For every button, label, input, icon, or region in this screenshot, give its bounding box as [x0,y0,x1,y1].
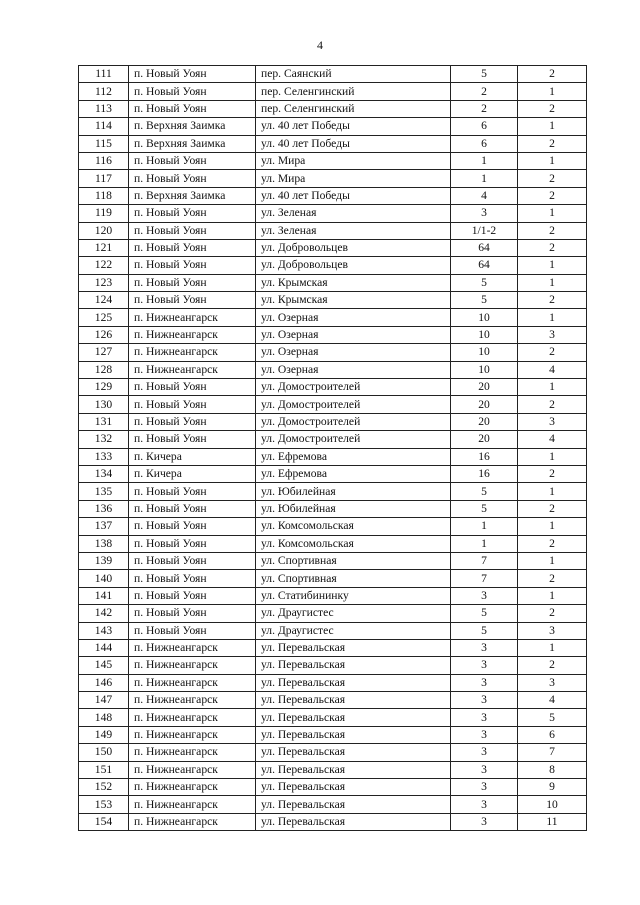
row-number-cell: 152 [79,779,129,796]
house-number-cell: 20 [451,379,518,396]
street-cell: ул. Юбилейная [256,483,451,500]
table-row [79,257,587,274]
house-number-cell: 3 [451,657,518,674]
row-number-cell: 119 [79,205,129,222]
street-cell: ул. Домостроителей [256,379,451,396]
street-cell: ул. Драугистес [256,605,451,622]
row-number-cell: 123 [79,274,129,291]
apartment-number-cell: 1 [518,118,587,135]
table-row [79,66,587,83]
row-number-cell: 150 [79,744,129,761]
house-number-cell: 20 [451,431,518,448]
table-row [79,152,587,169]
street-cell: ул. Перевальская [256,674,451,691]
table-row [79,187,587,204]
row-number-cell: 148 [79,709,129,726]
street-cell: ул. Ефремова [256,448,451,465]
settlement-cell: п. Нижнеангарск [129,709,256,726]
house-number-cell: 5 [451,292,518,309]
row-number-cell: 128 [79,361,129,378]
table-row [79,222,587,239]
house-number-cell: 2 [451,100,518,117]
house-number-cell: 1 [451,152,518,169]
table-row [79,552,587,569]
apartment-number-cell: 3 [518,674,587,691]
street-cell: ул. Перевальская [256,779,451,796]
settlement-cell: п. Верхняя Заимка [129,118,256,135]
row-number-cell: 129 [79,379,129,396]
street-cell: ул. Перевальская [256,796,451,813]
row-number-cell: 132 [79,431,129,448]
street-cell: ул. Мира [256,152,451,169]
settlement-cell: п. Новый Уоян [129,552,256,569]
house-number-cell: 16 [451,465,518,482]
settlement-cell: п. Новый Уоян [129,100,256,117]
house-number-cell: 3 [451,761,518,778]
row-number-cell: 134 [79,465,129,482]
apartment-number-cell: 2 [518,605,587,622]
table-row [79,170,587,187]
settlement-cell: п. Нижнеангарск [129,744,256,761]
street-cell: ул. Зеленая [256,222,451,239]
table-row [79,465,587,482]
settlement-cell: п. Новый Уоян [129,413,256,430]
house-number-cell: 4 [451,187,518,204]
apartment-number-cell: 3 [518,413,587,430]
street-cell: ул. 40 лет Победы [256,187,451,204]
house-number-cell: 3 [451,796,518,813]
table-row [79,518,587,535]
table-row [79,709,587,726]
apartment-number-cell: 2 [518,187,587,204]
settlement-cell: п. Новый Уоян [129,239,256,256]
house-number-cell: 3 [451,813,518,830]
house-number-cell: 1 [451,170,518,187]
apartment-number-cell: 2 [518,292,587,309]
apartment-number-cell: 3 [518,326,587,343]
apartment-number-cell: 1 [518,152,587,169]
settlement-cell: п. Новый Уоян [129,222,256,239]
apartment-number-cell: 2 [518,222,587,239]
row-number-cell: 124 [79,292,129,309]
street-cell: ул. Перевальская [256,657,451,674]
house-number-cell: 5 [451,66,518,83]
apartment-number-cell: 2 [518,344,587,361]
settlement-cell: п. Новый Уоян [129,605,256,622]
settlement-cell: п. Новый Уоян [129,431,256,448]
table-row [79,361,587,378]
apartment-number-cell: 1 [518,483,587,500]
street-cell: ул. Спортивная [256,570,451,587]
house-number-cell: 5 [451,605,518,622]
apartment-number-cell: 2 [518,535,587,552]
row-number-cell: 142 [79,605,129,622]
apartment-number-cell: 1 [518,552,587,569]
row-number-cell: 130 [79,396,129,413]
house-number-cell: 5 [451,274,518,291]
house-number-cell: 3 [451,692,518,709]
table-row [79,379,587,396]
row-number-cell: 154 [79,813,129,830]
row-number-cell: 140 [79,570,129,587]
street-cell: ул. Озерная [256,344,451,361]
settlement-cell: п. Новый Уоян [129,170,256,187]
street-cell: ул. Домостроителей [256,431,451,448]
apartment-number-cell: 8 [518,761,587,778]
row-number-cell: 146 [79,674,129,691]
address-table [78,65,587,831]
house-number-cell: 5 [451,500,518,517]
table-row [79,570,587,587]
table-row [79,100,587,117]
page-number: 4 [317,38,323,52]
row-number-cell: 131 [79,413,129,430]
house-number-cell: 1/1-2 [451,222,518,239]
street-cell: ул. Озерная [256,309,451,326]
table-row [79,587,587,604]
settlement-cell: п. Новый Уоян [129,83,256,100]
apartment-number-cell: 4 [518,431,587,448]
house-number-cell: 3 [451,587,518,604]
table-row [79,205,587,222]
apartment-number-cell: 2 [518,465,587,482]
house-number-cell: 10 [451,326,518,343]
apartment-number-cell: 2 [518,396,587,413]
table-row [79,274,587,291]
street-cell: ул. Крымская [256,292,451,309]
street-cell: ул. Озерная [256,361,451,378]
house-number-cell: 3 [451,779,518,796]
row-number-cell: 135 [79,483,129,500]
apartment-number-cell: 6 [518,726,587,743]
apartment-number-cell: 1 [518,83,587,100]
settlement-cell: п. Новый Уоян [129,535,256,552]
street-cell: ул. Комсомольская [256,535,451,552]
apartment-number-cell: 9 [518,779,587,796]
apartment-number-cell: 2 [518,66,587,83]
settlement-cell: п. Нижнеангарск [129,657,256,674]
street-cell: ул. 40 лет Победы [256,118,451,135]
row-number-cell: 112 [79,83,129,100]
row-number-cell: 125 [79,309,129,326]
street-cell: ул. Перевальская [256,744,451,761]
settlement-cell: п. Кичера [129,448,256,465]
apartment-number-cell: 1 [518,309,587,326]
street-cell: ул. Мира [256,170,451,187]
row-number-cell: 122 [79,257,129,274]
settlement-cell: п. Новый Уоян [129,66,256,83]
table-row [79,344,587,361]
settlement-cell: п. Нижнеангарск [129,761,256,778]
settlement-cell: п. Нижнеангарск [129,361,256,378]
house-number-cell: 1 [451,535,518,552]
house-number-cell: 20 [451,396,518,413]
table-row [79,622,587,639]
settlement-cell: п. Новый Уоян [129,518,256,535]
table-row [79,692,587,709]
settlement-cell: п. Новый Уоян [129,152,256,169]
house-number-cell: 3 [451,205,518,222]
street-cell: ул. Комсомольская [256,518,451,535]
settlement-cell: п. Нижнеангарск [129,639,256,656]
street-cell: ул. Перевальская [256,692,451,709]
row-number-cell: 139 [79,552,129,569]
table-row [79,118,587,135]
street-cell: ул. Перевальская [256,709,451,726]
row-number-cell: 115 [79,135,129,152]
row-number-cell: 126 [79,326,129,343]
table-row [79,796,587,813]
apartment-number-cell: 1 [518,518,587,535]
street-cell: ул. Озерная [256,326,451,343]
table-row [79,761,587,778]
house-number-cell: 16 [451,448,518,465]
house-number-cell: 1 [451,518,518,535]
house-number-cell: 3 [451,674,518,691]
table-row [79,309,587,326]
row-number-cell: 111 [79,66,129,83]
apartment-number-cell: 1 [518,205,587,222]
apartment-number-cell: 1 [518,379,587,396]
house-number-cell: 7 [451,552,518,569]
table-row [79,605,587,622]
apartment-number-cell: 2 [518,239,587,256]
apartment-number-cell: 1 [518,639,587,656]
row-number-cell: 141 [79,587,129,604]
apartment-number-cell: 4 [518,361,587,378]
table-row [79,483,587,500]
house-number-cell: 2 [451,83,518,100]
apartment-number-cell: 3 [518,622,587,639]
row-number-cell: 133 [79,448,129,465]
table-row [79,535,587,552]
street-cell: ул. Добровольцев [256,257,451,274]
table-row [79,326,587,343]
row-number-cell: 153 [79,796,129,813]
house-number-cell: 3 [451,726,518,743]
settlement-cell: п. Нижнеангарск [129,326,256,343]
street-cell: пер. Селенгинский [256,100,451,117]
settlement-cell: п. Новый Уоян [129,587,256,604]
house-number-cell: 6 [451,118,518,135]
row-number-cell: 114 [79,118,129,135]
table-row [79,292,587,309]
street-cell: ул. Статибининку [256,587,451,604]
street-cell: ул. Зеленая [256,205,451,222]
apartment-number-cell: 11 [518,813,587,830]
street-cell: ул. Перевальская [256,761,451,778]
settlement-cell: п. Нижнеангарск [129,726,256,743]
apartment-number-cell: 2 [518,570,587,587]
row-number-cell: 117 [79,170,129,187]
apartment-number-cell: 1 [518,257,587,274]
table-row [79,500,587,517]
row-number-cell: 143 [79,622,129,639]
apartment-number-cell: 2 [518,500,587,517]
settlement-cell: п. Нижнеангарск [129,344,256,361]
table-row [79,639,587,656]
row-number-cell: 116 [79,152,129,169]
street-cell: ул. Спортивная [256,552,451,569]
row-number-cell: 136 [79,500,129,517]
settlement-cell: п. Нижнеангарск [129,309,256,326]
street-cell: ул. Драугистес [256,622,451,639]
table-row [79,413,587,430]
table-row [79,726,587,743]
apartment-number-cell: 1 [518,274,587,291]
street-cell: ул. 40 лет Победы [256,135,451,152]
settlement-cell: п. Новый Уоян [129,274,256,291]
table-row [79,674,587,691]
apartment-number-cell: 7 [518,744,587,761]
apartment-number-cell: 10 [518,796,587,813]
table-row [79,779,587,796]
row-number-cell: 137 [79,518,129,535]
table-row [79,744,587,761]
settlement-cell: п. Новый Уоян [129,292,256,309]
table-body [79,66,587,831]
settlement-cell: п. Нижнеангарск [129,779,256,796]
settlement-cell: п. Новый Уоян [129,483,256,500]
settlement-cell: п. Новый Уоян [129,396,256,413]
table-row [79,657,587,674]
street-cell: ул. Ефремова [256,465,451,482]
apartment-number-cell: 2 [518,170,587,187]
street-cell: пер. Саянский [256,66,451,83]
settlement-cell: п. Кичера [129,465,256,482]
settlement-cell: п. Новый Уоян [129,205,256,222]
street-cell: ул. Добровольцев [256,239,451,256]
house-number-cell: 5 [451,483,518,500]
row-number-cell: 121 [79,239,129,256]
settlement-cell: п. Новый Уоян [129,379,256,396]
house-number-cell: 10 [451,309,518,326]
settlement-cell: п. Новый Уоян [129,622,256,639]
settlement-cell: п. Нижнеангарск [129,796,256,813]
street-cell: ул. Юбилейная [256,500,451,517]
street-cell: ул. Перевальская [256,726,451,743]
row-number-cell: 120 [79,222,129,239]
street-cell: ул. Перевальская [256,639,451,656]
row-number-cell: 151 [79,761,129,778]
house-number-cell: 7 [451,570,518,587]
apartment-number-cell: 2 [518,657,587,674]
street-cell: ул. Крымская [256,274,451,291]
house-number-cell: 3 [451,639,518,656]
street-cell: пер. Селенгинский [256,83,451,100]
row-number-cell: 118 [79,187,129,204]
row-number-cell: 113 [79,100,129,117]
street-cell: ул. Домостроителей [256,396,451,413]
house-number-cell: 10 [451,344,518,361]
table-row [79,431,587,448]
house-number-cell: 3 [451,744,518,761]
apartment-number-cell: 5 [518,709,587,726]
row-number-cell: 144 [79,639,129,656]
row-number-cell: 147 [79,692,129,709]
settlement-cell: п. Новый Уоян [129,570,256,587]
settlement-cell: п. Верхняя Заимка [129,135,256,152]
row-number-cell: 127 [79,344,129,361]
street-cell: ул. Домостроителей [256,413,451,430]
table-row [79,135,587,152]
house-number-cell: 64 [451,239,518,256]
settlement-cell: п. Нижнеангарск [129,692,256,709]
street-cell: ул. Перевальская [256,813,451,830]
table-row [79,813,587,830]
settlement-cell: п. Верхняя Заимка [129,187,256,204]
table-row [79,396,587,413]
settlement-cell: п. Новый Уоян [129,257,256,274]
apartment-number-cell: 4 [518,692,587,709]
apartment-number-cell: 1 [518,448,587,465]
house-number-cell: 10 [451,361,518,378]
row-number-cell: 149 [79,726,129,743]
settlement-cell: п. Нижнеангарск [129,674,256,691]
row-number-cell: 138 [79,535,129,552]
house-number-cell: 20 [451,413,518,430]
apartment-number-cell: 1 [518,587,587,604]
house-number-cell: 5 [451,622,518,639]
settlement-cell: п. Новый Уоян [129,500,256,517]
apartment-number-cell: 2 [518,135,587,152]
table-row [79,448,587,465]
house-number-cell: 64 [451,257,518,274]
table-row [79,83,587,100]
apartment-number-cell: 2 [518,100,587,117]
row-number-cell: 145 [79,657,129,674]
table-row [79,239,587,256]
settlement-cell: п. Нижнеангарск [129,813,256,830]
house-number-cell: 3 [451,709,518,726]
house-number-cell: 6 [451,135,518,152]
